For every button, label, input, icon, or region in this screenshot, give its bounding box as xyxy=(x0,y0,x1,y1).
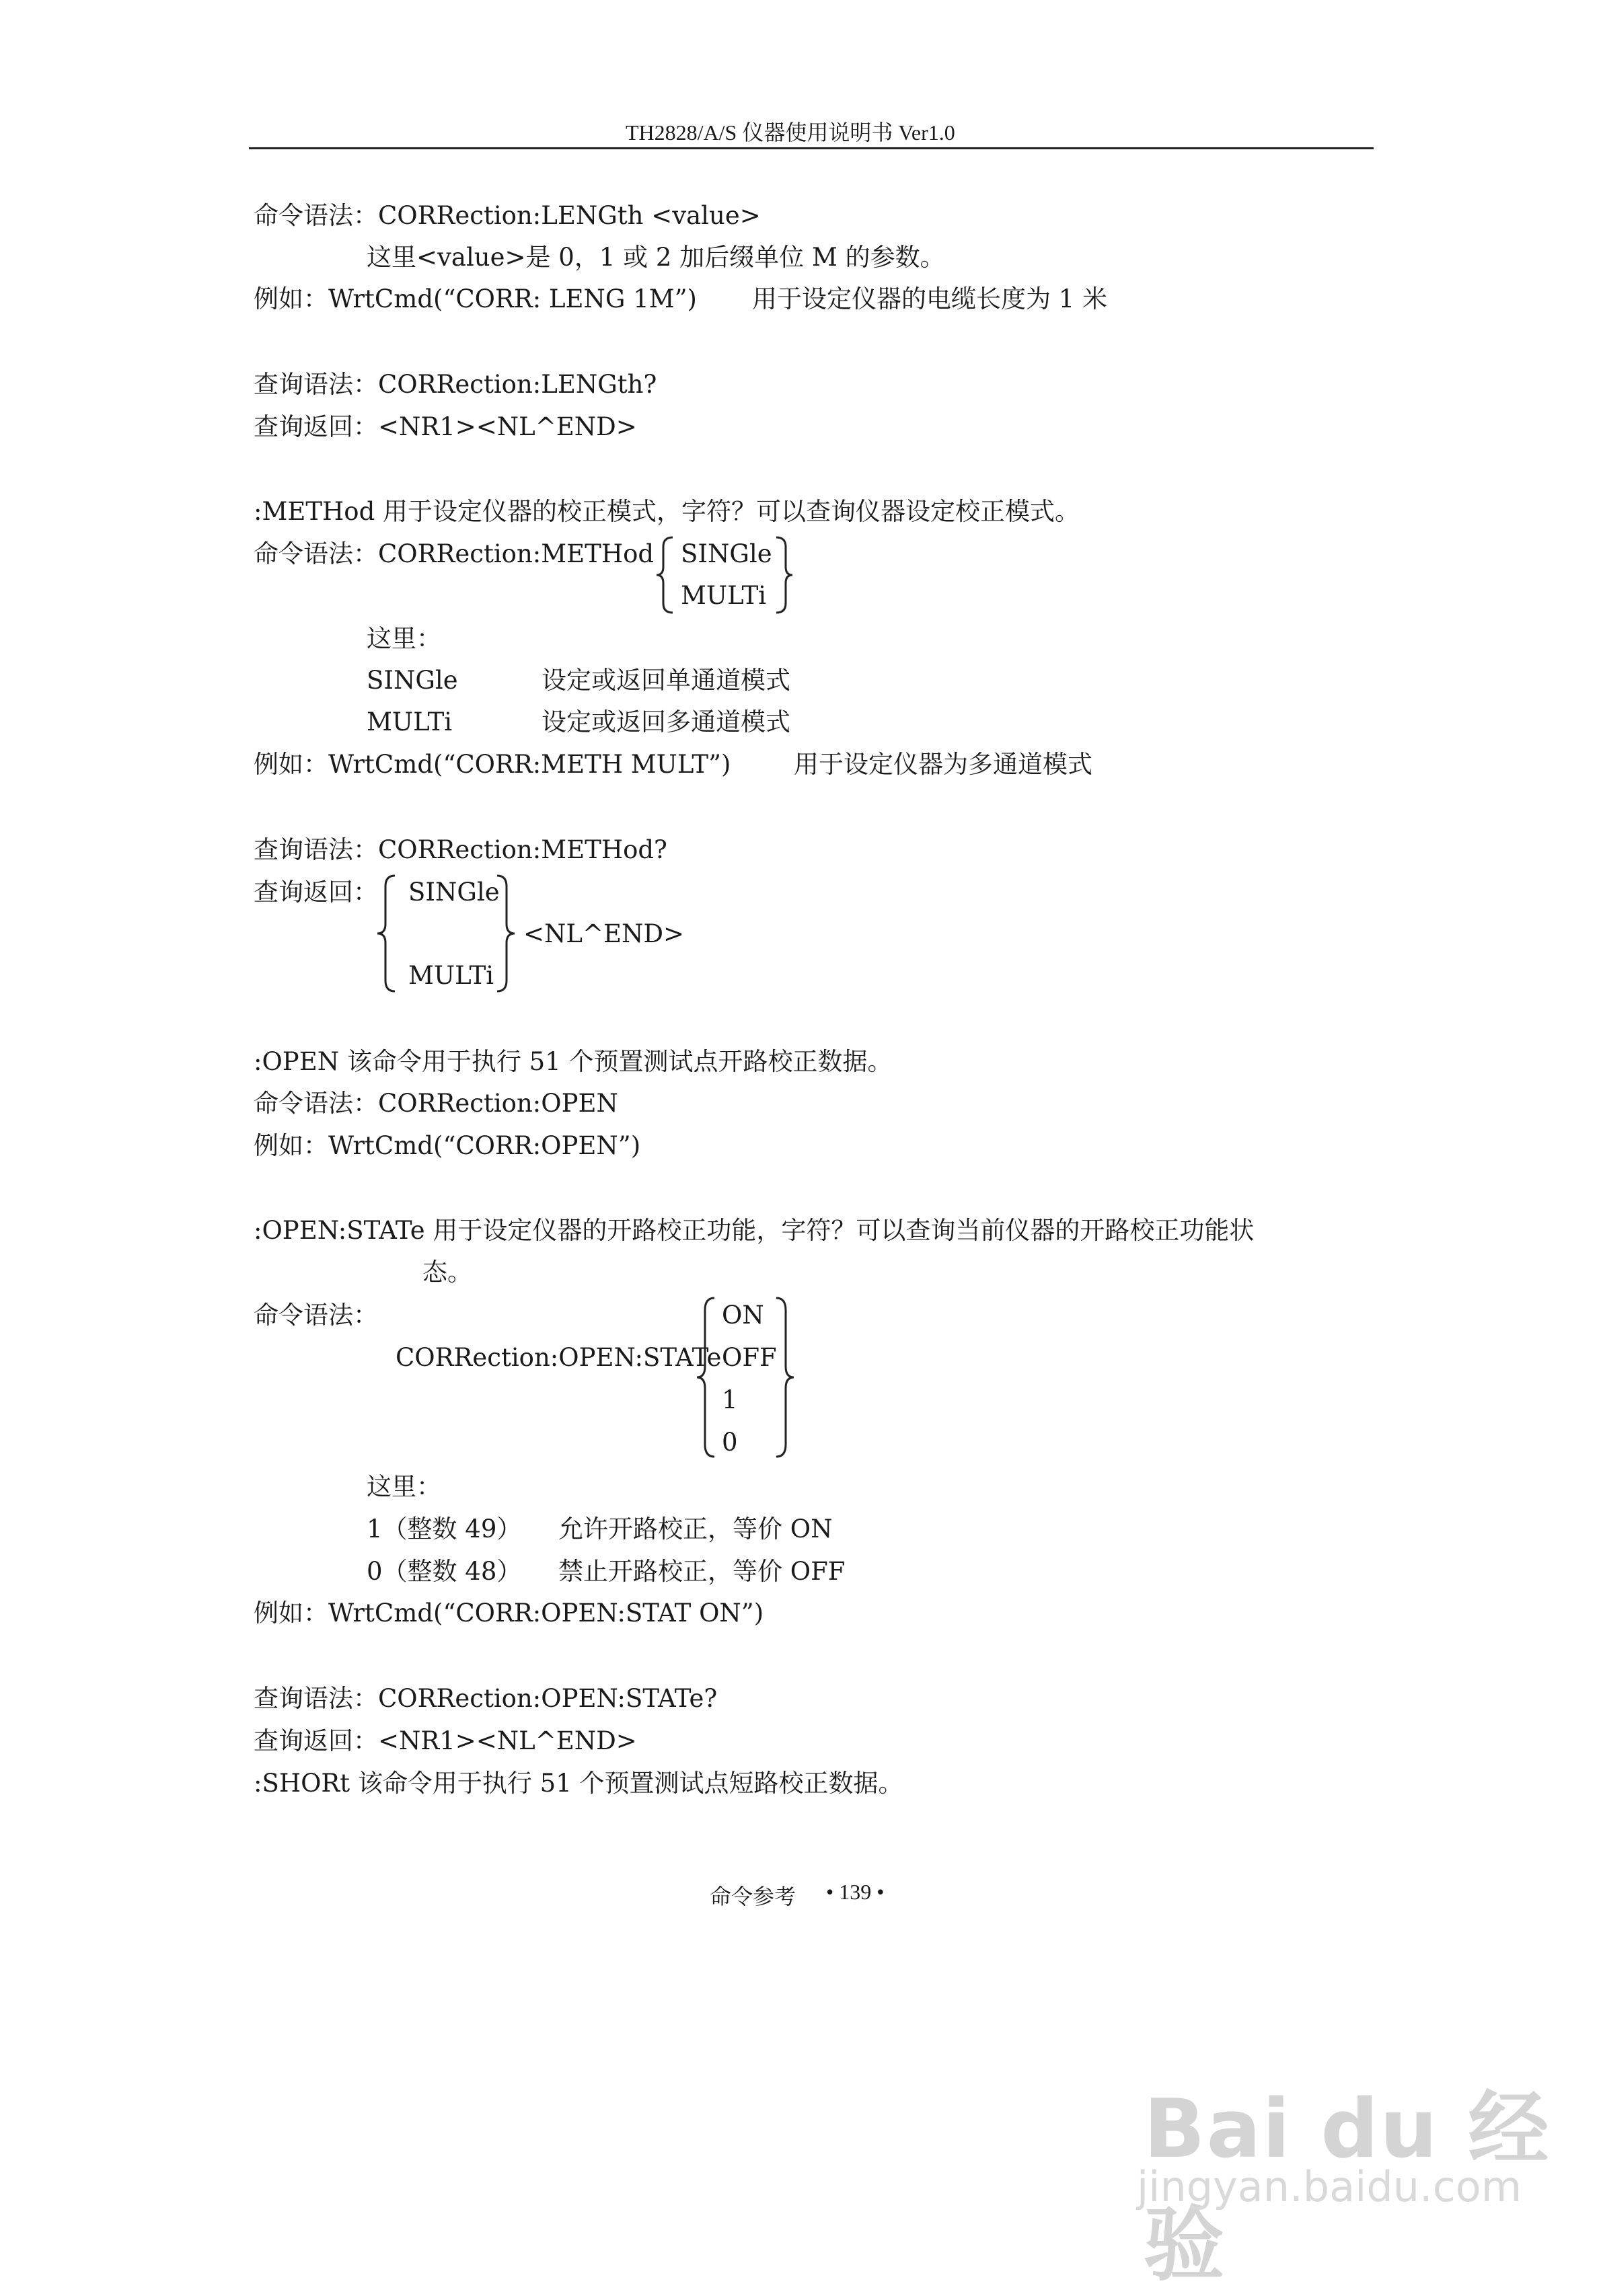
open-state-intro-line2: 态。 xyxy=(422,1258,472,1287)
length-example: 例如：WrtCmd(“CORR: LENG 1M”) xyxy=(254,284,697,313)
open-state-opt-off: OFF xyxy=(722,1343,777,1372)
open-state-opt-0: 0 xyxy=(722,1428,738,1457)
method-example-desc: 用于设定仪器为多通道模式 xyxy=(794,750,1092,779)
open-state-row1-label: 1（整数 49） xyxy=(367,1515,522,1543)
footer-page-number: • 139 • xyxy=(826,1880,885,1904)
method-return-single: SINGle xyxy=(408,878,500,907)
header-title: TH2828/A/S 仪器使用说明书 Ver1.0 xyxy=(626,120,955,145)
method-example: 例如：WrtCmd(“CORR:METH MULT”) xyxy=(254,750,731,779)
open-intro: :OPEN 该命令用于执行 51 个预置测试点开路校正数据。 xyxy=(254,1047,893,1076)
watermark-brand: Bai du 经验 xyxy=(1144,2083,1551,2292)
length-example-desc: 用于设定仪器的电缆长度为 1 米 xyxy=(752,284,1108,313)
length-returns: 查询返回：<NR1><NL^END> xyxy=(254,412,637,441)
open-state-opt-1: 1 xyxy=(722,1385,738,1414)
method-return-right-brace xyxy=(493,873,520,994)
short-intro: :SHORt 该命令用于执行 51 个预置测试点短路校正数据。 xyxy=(254,1769,903,1798)
open-state-returns: 查询返回：<NR1><NL^END> xyxy=(254,1726,637,1755)
length-syntax: 命令语法：CORRection:LENGth <value> xyxy=(254,201,761,230)
open-state-row2-desc: 禁止开路校正，等价 OFF xyxy=(558,1557,846,1586)
footer-section: 命令参考 xyxy=(710,1884,796,1909)
method-return-left-brace xyxy=(373,873,400,994)
method-right-brace xyxy=(772,535,799,615)
open-state-syntax-label: 命令语法： xyxy=(254,1301,378,1330)
method-where: 这里： xyxy=(367,624,441,653)
method-return-end: <NL^END> xyxy=(523,919,685,948)
open-state-command: CORRection:OPEN:STATe xyxy=(396,1343,722,1372)
length-query: 查询语法：CORRection:LENGth? xyxy=(254,370,657,399)
method-opt-single: SINGle xyxy=(681,539,772,568)
open-syntax: 命令语法：CORRection:OPEN xyxy=(254,1089,618,1118)
method-return-multi: MULTi xyxy=(408,961,494,990)
method-multi-desc: 设定或返回多通道模式 xyxy=(542,707,790,736)
method-syntax: 命令语法：CORRection:METHod xyxy=(254,539,655,568)
open-state-row2-label: 0（整数 48） xyxy=(367,1557,522,1586)
method-multi-label: MULTi xyxy=(367,707,453,736)
open-state-left-brace xyxy=(693,1295,720,1459)
method-intro: :METHod 用于设定仪器的校正模式，字符？可以查询仪器设定校正模式。 xyxy=(254,497,1080,526)
open-state-right-brace xyxy=(772,1295,799,1459)
open-state-row1-desc: 允许开路校正，等价 ON xyxy=(558,1515,833,1543)
length-where: 这里<value>是 0，1 或 2 加后缀单位 M 的参数。 xyxy=(367,243,945,272)
watermark-url: jingyan.baidu.com xyxy=(1137,2162,1522,2211)
open-state-example: 例如：WrtCmd(“CORR:OPEN:STAT ON”) xyxy=(254,1599,764,1628)
method-opt-multi: MULTi xyxy=(681,581,767,610)
method-single-label: SINGle xyxy=(367,666,458,695)
method-returns-label: 查询返回： xyxy=(254,878,378,907)
method-single-desc: 设定或返回单通道模式 xyxy=(542,666,790,695)
method-left-brace xyxy=(653,535,679,615)
open-state-where: 这里： xyxy=(367,1472,441,1501)
method-query: 查询语法：CORRection:METHod? xyxy=(254,835,667,864)
open-state-query: 查询语法：CORRection:OPEN:STATe? xyxy=(254,1684,718,1713)
open-state-opt-on: ON xyxy=(722,1301,764,1330)
open-example: 例如：WrtCmd(“CORR:OPEN”) xyxy=(254,1131,641,1160)
open-state-intro-line1: :OPEN:STATe 用于设定仪器的开路校正功能，字符？可以查询当前仪器的开路校正功能状 xyxy=(254,1216,1255,1245)
header-rule xyxy=(249,147,1374,149)
